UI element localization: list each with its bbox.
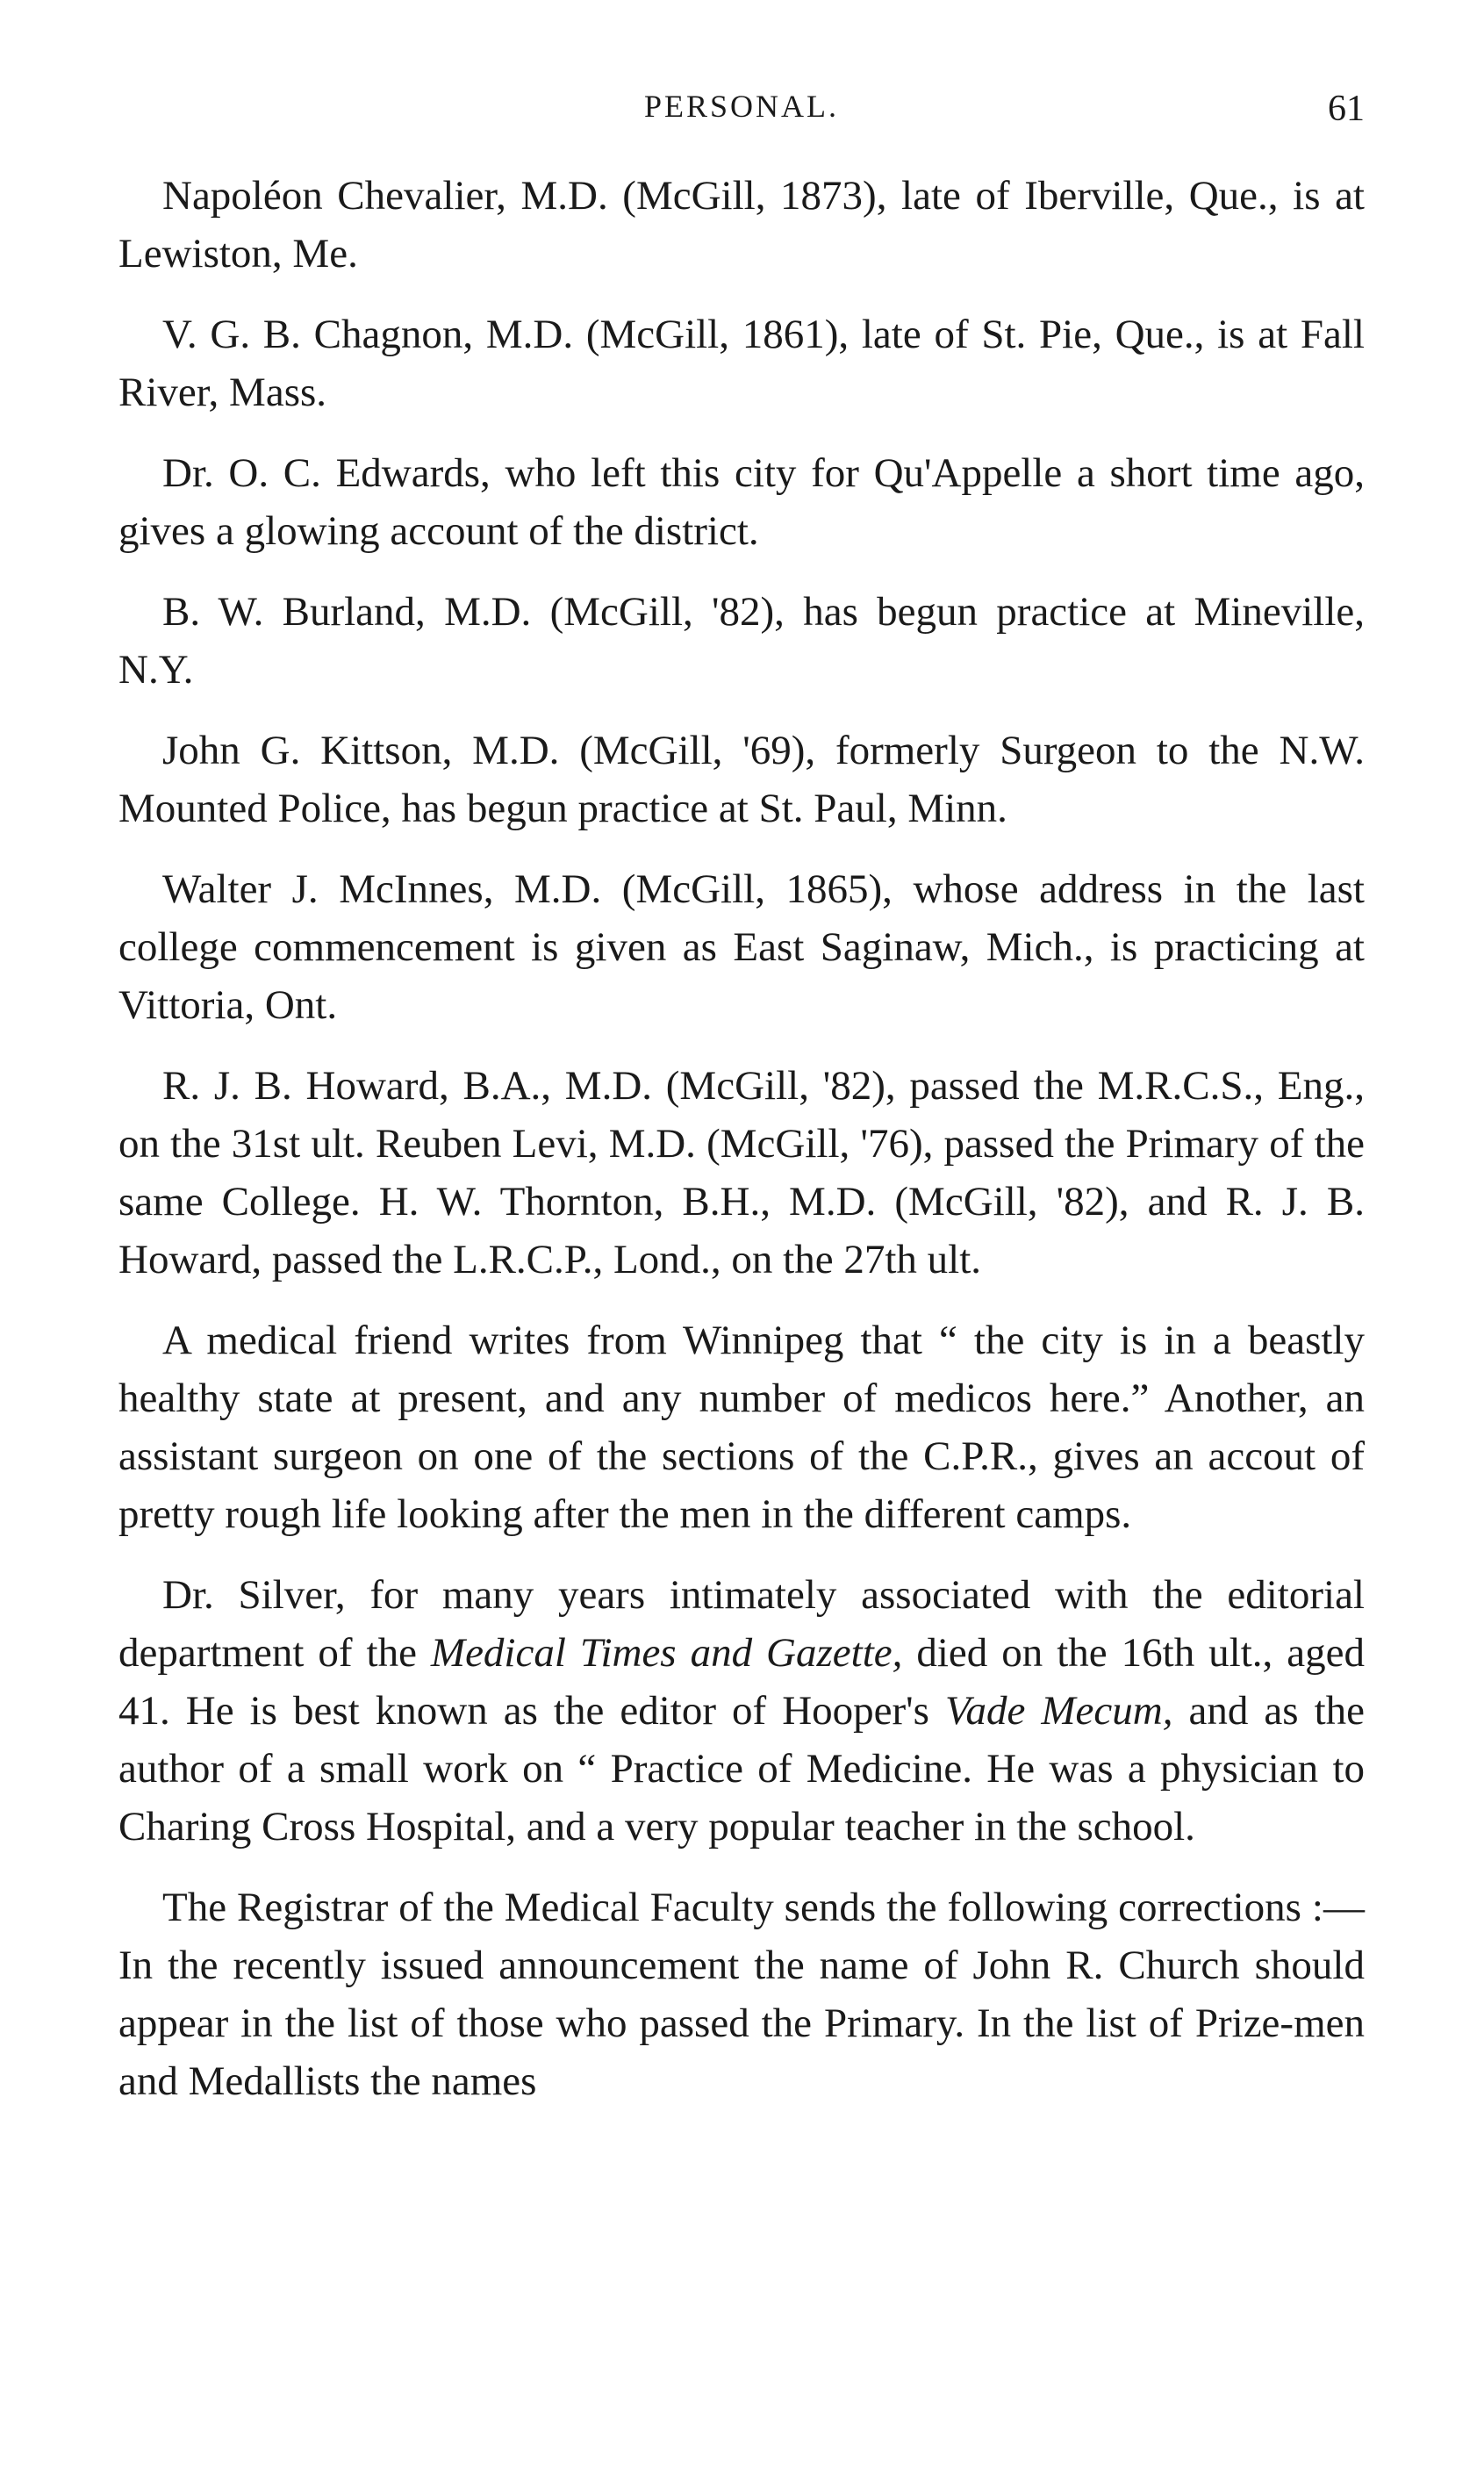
paragraph-edwards: Dr. O. C. Edwards, who left this city for Qu'Appelle a short time ago, gives a glowing account of the district. [118,450,1365,554]
running-head [118,88,1365,140]
paragraph-registrar: The Registrar of the Medical Faculty sends the following corrections :—In the recently issued announcement the name of John R. Church should appear in the list of those who passed the Primary. In the list of Prize-men and Medallists the names [118,1885,1365,2104]
silver-text-part2: died on the 16th ult., aged 41. He is best known as the editor of Hooper's [118,1630,1365,1734]
page-number: 61 [1328,89,1365,129]
paragraph-silver [118,1566,1365,1856]
silver-text-part1: Dr. Silver, for many years intimately associated with the editorial department of the [118,1572,1365,1676]
silver-book-title: Vade Mecum, [944,1688,1173,1734]
silver-journal-title: Medical Times and Gazette, [430,1630,903,1676]
paragraph-burland: B. W. Burland, M.D. (McGill, '82), has begun practice at Mineville, N.Y. [118,589,1365,693]
paragraph-kittson: John G. Kittson, M.D. (McGill, '69), formerly Surgeon to the N.W. Mounted Police, has begun practice at St. Paul, Minn. [118,728,1365,831]
paragraph-winnipeg: A medical friend writes from Winnipeg that “ the city is in a beastly healthy state at present, and any number of medicos here.” Another, an assistant surgeon on one of the sections of the C.P.R., gives an accout of pretty rough life looking after the men in the different camps. [118,1318,1365,1537]
body-text [118,167,1365,2133]
paragraph-chagnon: V. G. B. Chagnon, M.D. (McGill, 1861), late of St. Pie, Que., is at Fall River, Mass. [118,312,1365,415]
paragraph-howard: R. J. B. Howard, B.A., M.D. (McGill, '82), passed the M.R.C.S., Eng., on the 31st ult. Reuben Levi, M.D. (McGill, '76), passed the Primary of the same College. H. W. Thornton, B.H., M.D. (McGill, '82), and R. J. B. Howard, passed the L.R.C.P., Lond., on the 27th ult. [118,1063,1365,1282]
paragraph-chevalier: Napoléon Chevalier, M.D. (McGill, 1873), late of Iberville, Que., is at Lewiston, Me. [118,173,1365,277]
running-title: PERSONAL. [643,89,840,124]
paragraph-mcinnes: Walter J. McInnes, M.D. (McGill, 1865), whose address in the last college commencement is given as East Saginaw, Mich., is practicing at Vittoria, Ont. [118,866,1365,1028]
silver-text-part3: and as the author of a small work on “ Practice of Medicine. He was a physician to Charing Cross Hospital, and a very popular teacher in the school. [118,1688,1365,1850]
